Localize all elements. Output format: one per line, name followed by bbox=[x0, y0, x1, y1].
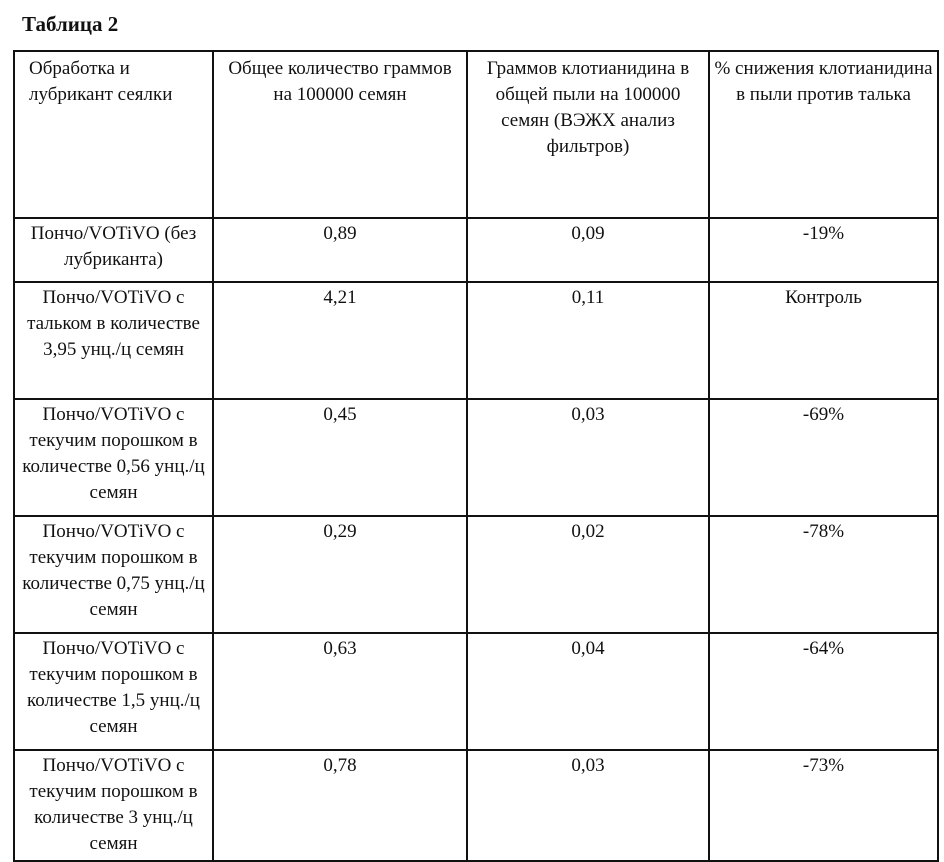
cell-total-grams: 0,89 bbox=[213, 218, 467, 282]
cell-reduction: -64% bbox=[709, 633, 938, 750]
cell-clothianidin-grams: 0,09 bbox=[467, 218, 709, 282]
table-row bbox=[14, 516, 938, 633]
header-reduction: % снижения клотианидина в пыли против талька bbox=[709, 51, 938, 218]
header-clothianidin-grams: Граммов клотианидина в общей пыли на 100000 семян (ВЭЖХ анализ фильтров) bbox=[467, 51, 709, 218]
cell-treatment: Пончо/VOTiVO (без лубриканта) bbox=[14, 218, 213, 282]
table-row bbox=[14, 282, 938, 399]
cell-total-grams: 0,78 bbox=[213, 750, 467, 861]
cell-total-grams: 0,45 bbox=[213, 399, 467, 516]
cell-reduction: -69% bbox=[709, 399, 938, 516]
header-total-grams: Общее количество граммов на 100000 семян bbox=[213, 51, 467, 218]
table-row bbox=[14, 633, 938, 750]
header-treatment: Обработка и лубрикант сеялки bbox=[14, 51, 213, 218]
table-caption: Таблица 2 bbox=[22, 12, 119, 36]
cell-reduction: Контроль bbox=[709, 282, 938, 399]
cell-treatment: Пончо/VOTiVO с текучим порошком в количестве 1,5 унц./ц семян bbox=[14, 633, 213, 750]
cell-clothianidin-grams: 0,03 bbox=[467, 750, 709, 861]
cell-clothianidin-grams: 0,04 bbox=[467, 633, 709, 750]
cell-reduction: -78% bbox=[709, 516, 938, 633]
cell-treatment: Пончо/VOTiVO с текучим порошком в количестве 3 унц./ц семян bbox=[14, 750, 213, 861]
cell-treatment: Пончо/VOTiVO с текучим порошком в количестве 0,75 унц./ц семян bbox=[14, 516, 213, 633]
cell-treatment: Пончо/VOTiVO с тальком в количестве 3,95 унц./ц семян bbox=[14, 282, 213, 399]
data-table bbox=[13, 50, 939, 862]
table-row bbox=[14, 750, 938, 861]
table-row bbox=[14, 399, 938, 516]
cell-total-grams: 0,63 bbox=[213, 633, 467, 750]
cell-clothianidin-grams: 0,02 bbox=[467, 516, 709, 633]
cell-reduction: -19% bbox=[709, 218, 938, 282]
cell-treatment: Пончо/VOTiVO с текучим порошком в количестве 0,56 унц./ц семян bbox=[14, 399, 213, 516]
table-row bbox=[14, 218, 938, 282]
cell-reduction: -73% bbox=[709, 750, 938, 861]
cell-total-grams: 0,29 bbox=[213, 516, 467, 633]
cell-clothianidin-grams: 0,11 bbox=[467, 282, 709, 399]
cell-clothianidin-grams: 0,03 bbox=[467, 399, 709, 516]
table-header-row bbox=[14, 51, 938, 218]
cell-total-grams: 4,21 bbox=[213, 282, 467, 399]
